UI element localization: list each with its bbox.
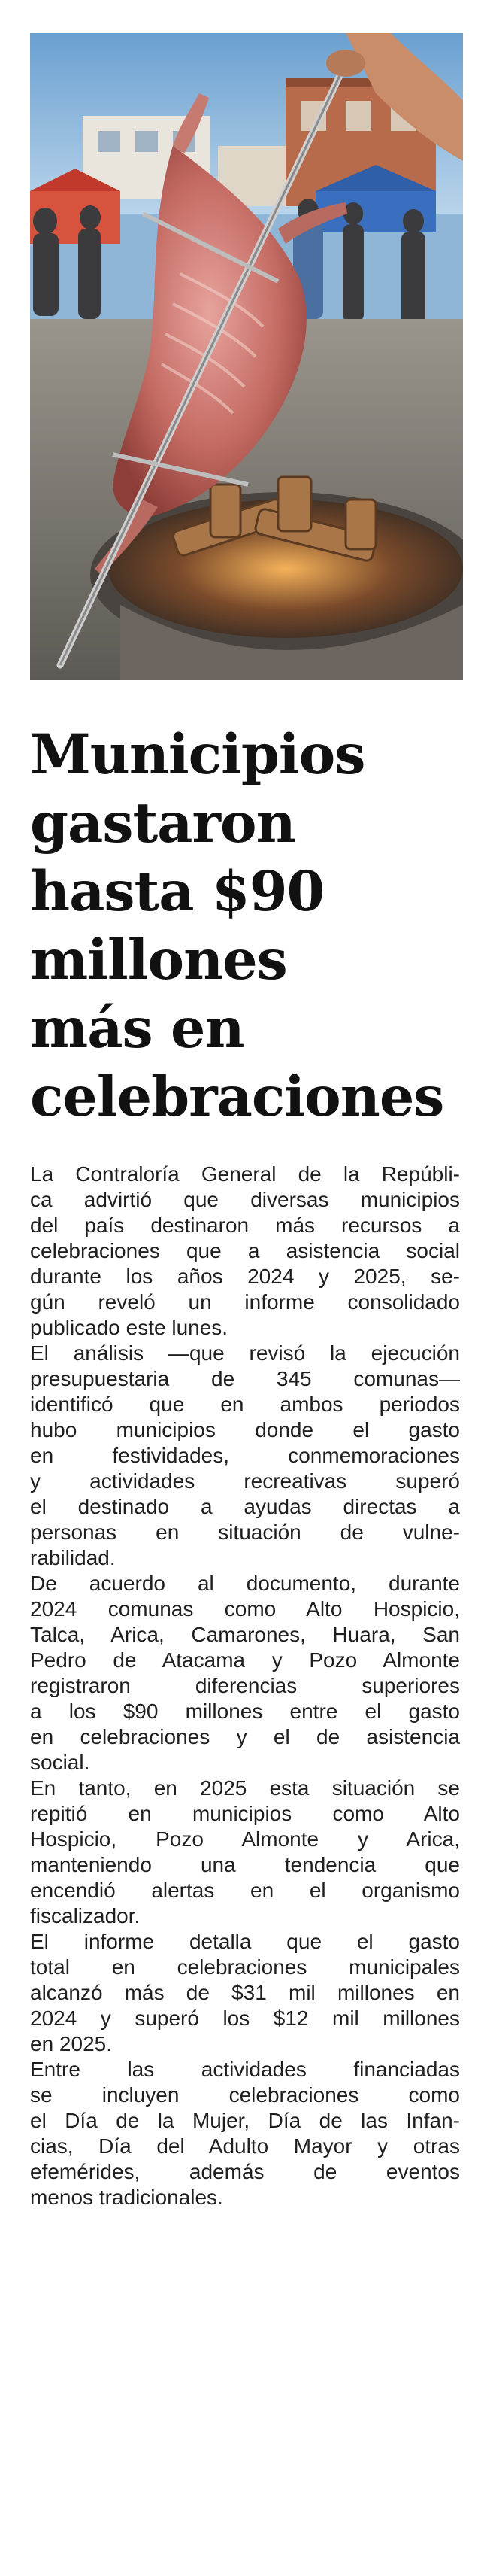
headline-line: más en [30, 996, 244, 1061]
headline-line: celebraciones [30, 1065, 444, 1129]
body-line: Pedro de Atacama y Pozo Almonte [30, 1648, 460, 1672]
body-line: Talca, Arica, Camarones, Huara, San [30, 1623, 460, 1646]
body-line: a los $90 millones entre el gasto [30, 1700, 460, 1723]
body-line: durante los años 2024 y 2025, se- [30, 1265, 460, 1288]
body-line: menos tradicionales. [30, 2186, 223, 2209]
body-line: El análisis —que revisó la ejecución [30, 1341, 460, 1365]
body-line: 2024 y superó los $12 mil millones [30, 2006, 460, 2030]
roasting-lamb-photo-icon [30, 33, 463, 680]
body-line: efemérides, además de eventos [30, 2160, 460, 2183]
body-line: Entre las actividades financiadas [30, 2058, 460, 2081]
body-line: fiscalizador. [30, 1904, 141, 1927]
body-line: ca advirtió que diversas municipios [30, 1188, 460, 1211]
body-line: 2024 comunas como Alto Hospicio, [30, 1597, 460, 1621]
body-line: y actividades recreativas superó [30, 1469, 460, 1493]
headline [30, 721, 466, 1132]
article-photo [30, 33, 463, 680]
body-line: gún reveló un informe consolidado [30, 1290, 460, 1314]
body-line: encendió alertas en el organismo [30, 1879, 460, 1902]
body-line: rabilidad. [30, 1546, 116, 1569]
body-line: hubo municipios donde el gasto [30, 1418, 460, 1441]
body-line: en festividades, conmemoraciones [30, 1444, 460, 1467]
body-line: en celebraciones y el de asistencia [30, 1725, 460, 1748]
body-line: La Contraloría General de la Repúbli- [30, 1162, 460, 1186]
body-line: del país destinaron más recursos a [30, 1214, 460, 1237]
article-body [30, 1162, 460, 2210]
headline-line: hasta $90 [30, 859, 325, 924]
body-line: el Día de la Mujer, Día de las Infan- [30, 2109, 460, 2132]
body-line: publicado este lunes. [30, 1316, 228, 1339]
body-line: social. [30, 1751, 90, 1774]
body-line: el destinado a ayudas directas a [30, 1495, 460, 1518]
body-line: se incluyen celebraciones como [30, 2083, 460, 2107]
body-line: en 2025. [30, 2032, 112, 2055]
headline-line: Municipios [30, 722, 365, 787]
body-line: alcanzó más de $31 mil millones en [30, 1981, 460, 2004]
body-line: cias, Día del Adulto Mayor y otras [30, 2134, 460, 2158]
body-line: manteniendo una tendencia que [30, 1853, 460, 1876]
body-line: El informe detalla que el gasto [30, 1930, 460, 1953]
body-line: En tanto, en 2025 esta situación se [30, 1776, 460, 1800]
body-line: personas en situación de vulne- [30, 1520, 460, 1544]
body-line: identificó que en ambos periodos [30, 1393, 460, 1416]
body-line: repitió en municipios como Alto [30, 1802, 460, 1825]
body-line: celebraciones que a asistencia social [30, 1239, 460, 1262]
body-line: registraron diferencias superiores [30, 1674, 460, 1697]
body-line: De acuerdo al documento, durante [30, 1572, 460, 1595]
headline-line: millones [30, 928, 287, 992]
body-line: total en celebraciones municipales [30, 1955, 460, 1979]
body-line: Hospicio, Pozo Almonte y Arica, [30, 1827, 460, 1851]
body-line: presupuestaria de 345 comunas— [30, 1367, 460, 1390]
headline-line: gastaron [30, 791, 295, 855]
